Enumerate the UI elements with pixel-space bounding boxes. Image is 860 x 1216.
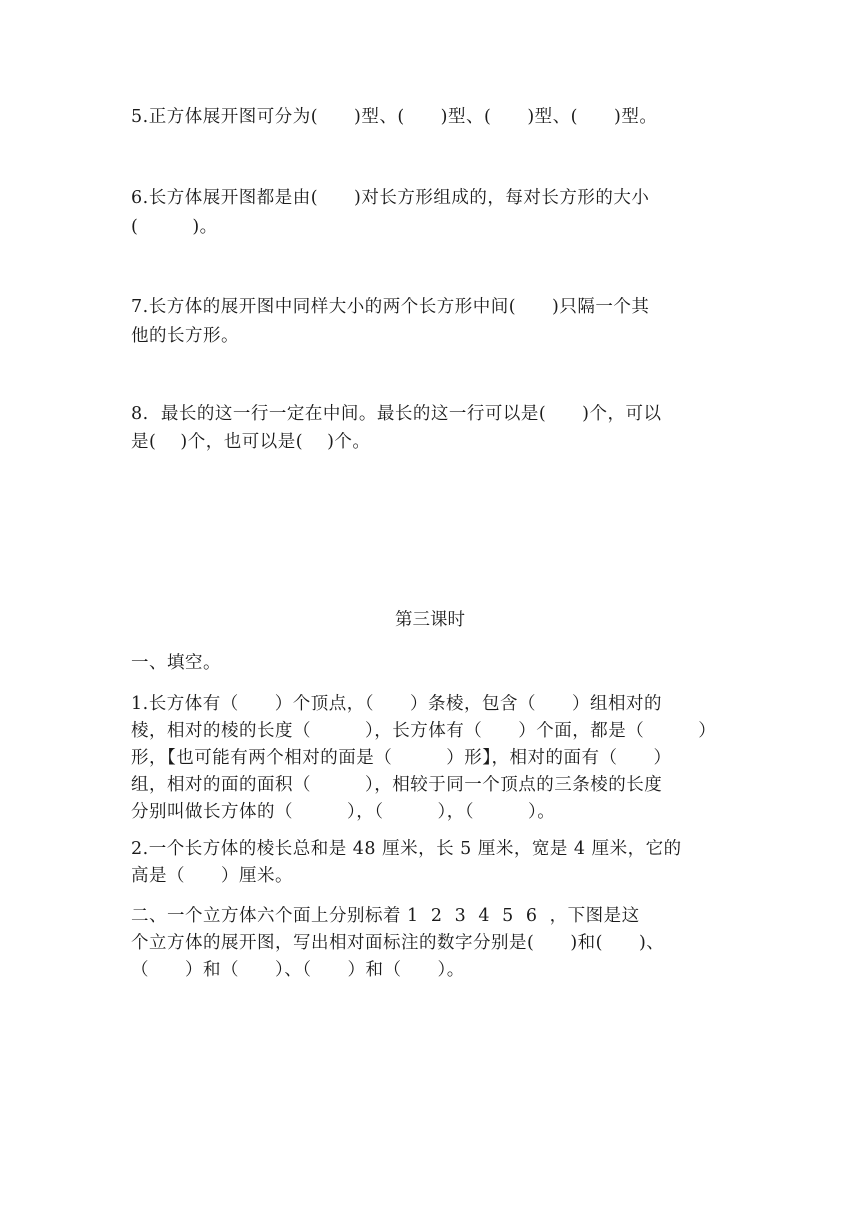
item-2-line-1: 2.一个长方体的棱长总和是 48 厘米，长 5 厘米，宽是 4 厘米，它的 <box>131 839 682 859</box>
item-2-line-2: 高是（ ）厘米。 <box>131 866 293 886</box>
section-1-heading: 一、填空。 <box>131 653 221 673</box>
item-1-line-2: 棱，相对的棱的长度（ ），长方体有（ ）个面，都是（ ） <box>131 721 717 741</box>
item-1-line-4: 组，相对的面的面积（ ），相较于同一个顶点的三条棱的长度 <box>131 775 663 795</box>
section-2-line-2: 个立方体的展开图，写出相对面标注的数字分别是( )和( )、 <box>131 933 665 953</box>
question-8-line-2: 是( )个，也可以是( )个。 <box>131 432 371 452</box>
section-2-line-1: 二、一个立方体六个面上分别标着 1 2 3 4 5 6 ，下图是这 <box>131 906 640 926</box>
item-1-line-1: 1.长方体有（ ）个顶点，（ ）条棱，包含（ ）组相对的 <box>131 694 662 714</box>
lesson-title: 第三课时 <box>395 610 465 630</box>
question-7-line-2: 他的长方形。 <box>131 326 239 346</box>
question-7-line-1: 7.长方体的展开图中同样大小的两个长方形中间( )只隔一个其 <box>131 297 650 317</box>
question-6-line-2: ( )。 <box>131 217 218 237</box>
question-6-line-1: 6.长方体展开图都是由( )对长方形组成的，每对长方形的大小 <box>131 188 650 208</box>
section-2-line-3: （ ）和（ ）、（ ）和（ ）。 <box>131 960 465 980</box>
item-1-line-3: 形，【也可能有两个相对的面是（ ）形】，相对的面有（ ） <box>131 748 672 768</box>
question-8-line-1: 8. 最长的这一行一定在中间。最长的这一行可以是( )个，可以 <box>131 404 662 424</box>
question-5-line-1: 5.正方体展开图可分为( )型、( )型、( )型、( )型。 <box>131 107 658 127</box>
item-1-line-5: 分别叫做长方体的（ ），（ ），（ ）。 <box>131 802 556 822</box>
